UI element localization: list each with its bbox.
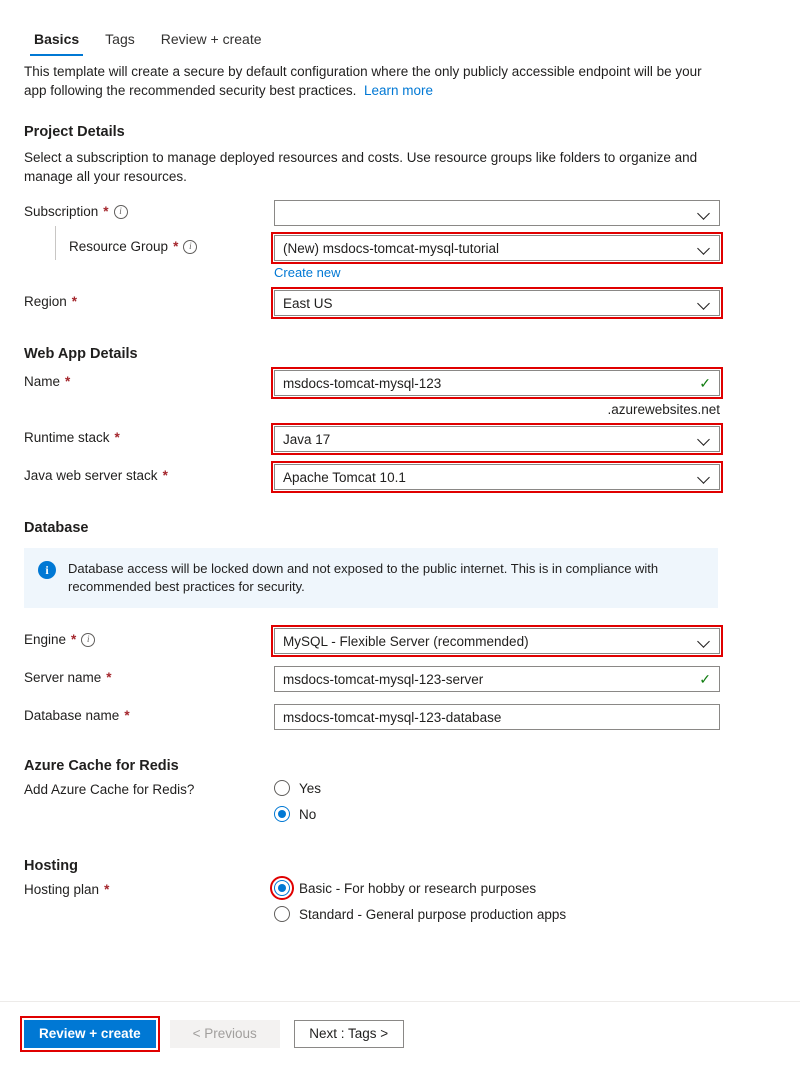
radio-redis-yes[interactable] (274, 780, 776, 796)
app-name-field (274, 370, 720, 417)
app-name-label (24, 370, 274, 389)
row-java-web-server-stack (24, 464, 776, 490)
previous-button[interactable]: < Previous (170, 1020, 280, 1048)
java-web-server-stack-label-text: Java web server stack (24, 468, 158, 483)
resource-group-value: (New) msdocs-tomcat-mysql-tutorial (283, 240, 500, 256)
resource-group-dropdown[interactable] (274, 235, 720, 261)
java-web-server-stack-field (274, 464, 720, 490)
chevron-down-icon (699, 471, 711, 483)
row-hosting-plan (24, 878, 776, 932)
row-database-name (24, 704, 776, 730)
add-redis-radio-group (274, 778, 776, 832)
engine-dropdown[interactable] (274, 628, 720, 654)
check-icon: ✓ (699, 671, 711, 687)
subscription-field (274, 200, 720, 226)
engine-label (24, 628, 274, 647)
region-label-text: Region (24, 294, 67, 309)
hosting-plan-required: * (104, 882, 110, 897)
database-info-banner-text: Database access will be locked down and not exposed to the public internet. This is in compliance with recommended best practices for security. (68, 561, 659, 594)
next-tags-button[interactable]: Next : Tags > (294, 1020, 404, 1048)
tab-review-create-label: Review + create (160, 31, 262, 47)
radio-icon-selected (274, 806, 290, 822)
row-resource-group (24, 235, 776, 280)
hosting-heading: Hosting (24, 858, 78, 874)
wizard-tabs (0, 0, 800, 56)
hosting-plan-label (24, 878, 274, 897)
engine-field (274, 628, 720, 654)
intro-copy: This template will create a secure by default configuration where the only publicly accessible endpoint will be your app following the recommended security best practices. (24, 64, 702, 98)
tab-review-create[interactable] (151, 25, 272, 56)
row-runtime-stack (24, 426, 776, 452)
radio-icon (274, 780, 290, 796)
database-name-label-text: Database name (24, 708, 120, 723)
runtime-stack-value: Java 17 (283, 431, 331, 447)
region-required: * (71, 294, 78, 309)
row-subscription (24, 200, 776, 226)
engine-label-text: Engine (24, 632, 67, 647)
radio-hosting-basic-label: Basic - For hobby or research purposes (299, 880, 537, 896)
database-name-value: msdocs-tomcat-mysql-123-database (283, 709, 502, 725)
radio-hosting-standard-label: Standard - General purpose production apps (299, 906, 567, 922)
subscription-required: * (103, 204, 109, 219)
chevron-down-icon (699, 433, 711, 445)
java-web-server-stack-dropdown[interactable] (274, 464, 720, 490)
database-name-field (274, 704, 720, 730)
hosting-plan-label-text: Hosting plan (24, 882, 100, 897)
runtime-stack-dropdown[interactable] (274, 426, 720, 452)
subscription-dropdown[interactable] (274, 200, 720, 226)
server-name-required: * (106, 670, 112, 685)
tab-basics-label: Basics (34, 31, 80, 47)
row-engine (24, 628, 776, 654)
radio-redis-no-label: No (299, 806, 317, 822)
region-label (24, 290, 274, 309)
server-name-value: msdocs-tomcat-mysql-123-server (283, 671, 484, 687)
engine-value: MySQL - Flexible Server (recommended) (283, 633, 529, 649)
add-redis-label-text: Add Azure Cache for Redis? (24, 782, 195, 797)
runtime-stack-label-text: Runtime stack (24, 430, 110, 445)
resource-group-required: * (173, 239, 179, 254)
app-name-required: * (65, 374, 71, 389)
app-name-input[interactable] (274, 370, 720, 396)
redis-heading: Azure Cache for Redis (24, 758, 179, 774)
runtime-stack-required: * (114, 430, 120, 445)
java-web-server-stack-label (24, 464, 274, 483)
row-app-name (24, 370, 776, 417)
region-field (274, 290, 720, 316)
runtime-stack-label (24, 426, 274, 445)
create-new-resource-group-link[interactable]: Create new (274, 265, 341, 280)
database-info-banner (24, 548, 718, 608)
check-icon: ✓ (699, 375, 711, 391)
radio-redis-yes-label: Yes (299, 780, 322, 796)
tree-connector (55, 226, 56, 260)
add-redis-label (24, 778, 274, 797)
server-name-label-text: Server name (24, 670, 102, 685)
subscription-label (24, 200, 274, 219)
review-create-button[interactable]: Review + create (24, 1020, 156, 1048)
region-dropdown[interactable] (274, 290, 720, 316)
database-name-input[interactable] (274, 704, 720, 730)
project-details-description: Select a subscription to manage deployed resources and costs. Use resource groups like folders to organize and manage all your resources. (24, 150, 698, 184)
database-name-required: * (124, 708, 130, 723)
server-name-label (24, 666, 274, 685)
tab-tags[interactable] (95, 25, 145, 56)
subscription-label-text: Subscription (24, 204, 99, 219)
info-icon[interactable]: i (114, 205, 128, 219)
tab-tags-label: Tags (105, 31, 135, 47)
wizard-footer (0, 1001, 800, 1065)
server-name-field (274, 666, 720, 692)
java-web-server-stack-required: * (162, 468, 168, 483)
chevron-down-icon (699, 297, 711, 309)
resource-group-label-text: Resource Group (69, 239, 169, 254)
radio-hosting-basic[interactable] (274, 880, 776, 896)
info-icon[interactable]: i (81, 633, 95, 647)
engine-required: * (71, 632, 77, 647)
app-name-domain-suffix: .azurewebsites.net (607, 402, 720, 417)
row-server-name (24, 666, 776, 692)
database-name-label (24, 704, 274, 723)
radio-icon-selected (274, 880, 290, 896)
resource-group-field (274, 235, 720, 280)
tab-basics[interactable] (24, 25, 89, 56)
resource-group-label (24, 235, 274, 254)
database-heading: Database (24, 520, 89, 536)
chevron-down-icon (699, 635, 711, 647)
hosting-plan-radio-group (274, 878, 776, 932)
chevron-down-icon (699, 242, 711, 254)
server-name-input[interactable] (274, 666, 720, 692)
learn-more-link[interactable]: Learn more (363, 83, 433, 98)
java-web-server-stack-value: Apache Tomcat 10.1 (283, 469, 406, 485)
info-icon: i (38, 561, 56, 579)
radio-hosting-standard[interactable] (274, 906, 776, 922)
project-details-heading: Project Details (24, 124, 125, 140)
info-icon[interactable]: i (183, 240, 197, 254)
intro-text (24, 62, 724, 100)
app-name-label-text: Name (24, 374, 61, 389)
web-app-details-heading: Web App Details (24, 346, 138, 362)
region-value: East US (283, 295, 333, 311)
app-name-value: msdocs-tomcat-mysql-123 (283, 375, 442, 391)
radio-icon (274, 906, 290, 922)
runtime-stack-field (274, 426, 720, 452)
row-add-redis (24, 778, 776, 832)
row-region (24, 290, 776, 316)
chevron-down-icon (699, 207, 711, 219)
radio-redis-no[interactable] (274, 806, 776, 822)
